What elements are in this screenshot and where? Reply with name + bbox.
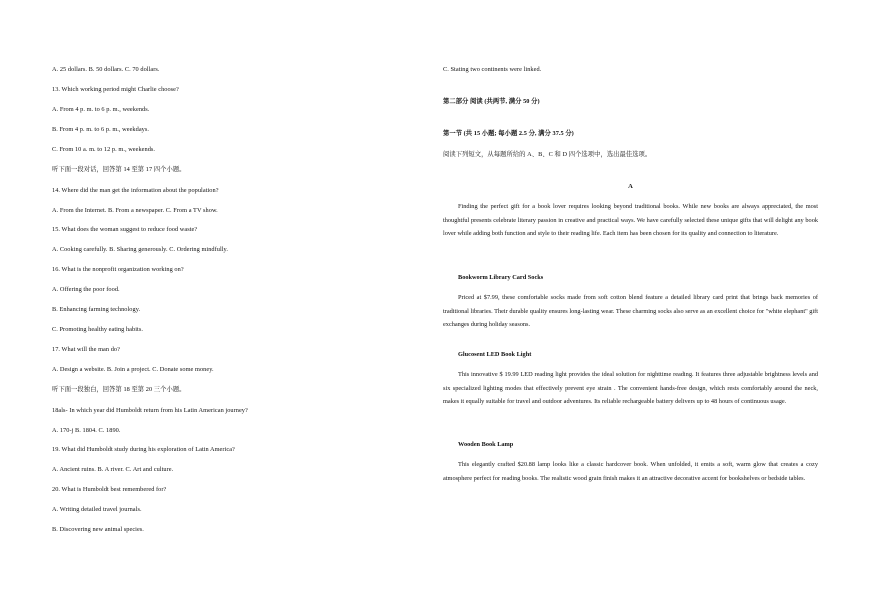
option-line: C. Stating two continents were linked.: [443, 66, 542, 73]
passage-label: A: [628, 183, 633, 190]
option-line: A. Writing detailed travel journals.: [52, 506, 142, 513]
question-19: 19. What did Humboldt study during his exploration of Latin America?: [52, 446, 235, 453]
option-line: A. Ancient ruins. B. A river. C. Art and culture.: [52, 466, 174, 473]
listening-instruction: 听下面一段独白，回答第 18 至第 20 三个小题。: [52, 386, 186, 393]
item-title: Bookworm Library Card Socks: [458, 274, 544, 281]
item-body: This elegantly crafted $20.88 lamp looks like a classic hardcover book. When unfolded, it emits a soft, warm glow that creates a cozy atmosphere perfect for reading books. The realistic wood grain finish makes it an attractive decorative accent for bookshelves or bedside tables.: [443, 461, 818, 482]
item-body: Priced at $7.99, these comfortable socks made from soft cotton blend feature a detailed library card print that brings back memories of traditional libraries. Their durable quality ensures long-lasting wear. These charming socks also serve as an excellent choice for "white elephant" gift exchanges during holiday seasons.: [443, 294, 818, 328]
option-line: B. Discovering new animal species.: [52, 526, 144, 533]
option-line: C. From 10 a. m. to 12 p. m., weekends.: [52, 146, 156, 153]
passage-intro: Finding the perfect gift for a book lover requires looking beyond traditional books. While new books are always appreciated, the most thoughtful presents celebrate literary passion in creative and practical ways. We have carefully selected these unique gifts that will delight any book lover while adding both function and style to their reading life. Each item has been chosen for its quality and connection to literature.: [443, 203, 818, 237]
option-line: A. From 4 p. m. to 6 p. m., weekends.: [52, 106, 150, 113]
question-18: 18als- In which year did Humboldt return from his Latin American journey?: [52, 407, 248, 414]
question-20: 20. What is Humboldt best remembered for?: [52, 486, 167, 493]
option-line: A. Offering the poor food.: [52, 286, 120, 293]
item-body: This innovative $ 19.99 LED reading light provides the ideal solution for nighttime reading. It features three adjustable brightness levels and six specialized lighting modes that effectively prevent eye strain . The convenient hands-free design, which rests comfortably around the neck, makes it equally suitable for travel and outdoor adventures. Its reliable rechargeable battery delivers up to 48 hours of continuous usage.: [443, 371, 818, 405]
option-line: A. Design a website. B. Join a project. C. Donate some money.: [52, 366, 214, 373]
option-line: B. Enhancing farming technology.: [52, 306, 141, 313]
question-14: 14. Where did the man get the information about the population?: [52, 187, 219, 194]
item-title: Wooden Book Lamp: [458, 441, 514, 448]
answer-options-line: A. 25 dollars. B. 50 dollars. C. 70 dollars.: [52, 66, 160, 73]
option-line: A. From the Internet. B. From a newspaper. C. From a TV show.: [52, 207, 218, 214]
question-16: 16. What is the nonprofit organization working on?: [52, 266, 184, 273]
right-column: [443, 0, 818, 616]
option-line: B. From 4 p. m. to 6 p. m., weekdays.: [52, 126, 149, 133]
left-column: [52, 0, 392, 616]
question-13: 13. Which working period might Charlie choose?: [52, 86, 179, 93]
option-line: A. Cooking carefully. B. Sharing generously. C. Ordering mindfully.: [52, 246, 228, 253]
option-line: C. Promoting healthy eating habits.: [52, 326, 143, 333]
question-17: 17. What will the man do?: [52, 346, 120, 353]
part-heading: 第二部分 阅读 (共两节, 满分 50 分): [443, 98, 540, 105]
listening-instruction: 听下面一段对话，回答第 14 至第 17 四个小题。: [52, 166, 186, 173]
item-title: Glucosent LED Book Light: [458, 351, 532, 358]
reading-instruction: 阅读下列短文，从每题所给的 A、B、C 和 D 四个选项中，选出最佳选项。: [443, 151, 652, 158]
section-heading: 第一节 (共 15 小题; 每小题 2.5 分, 满分 37.5 分): [443, 130, 574, 137]
option-line: A. 170-j B. 1804. C. 1890.: [52, 427, 121, 434]
question-15: 15. What does the woman suggest to reduce food waste?: [52, 226, 198, 233]
